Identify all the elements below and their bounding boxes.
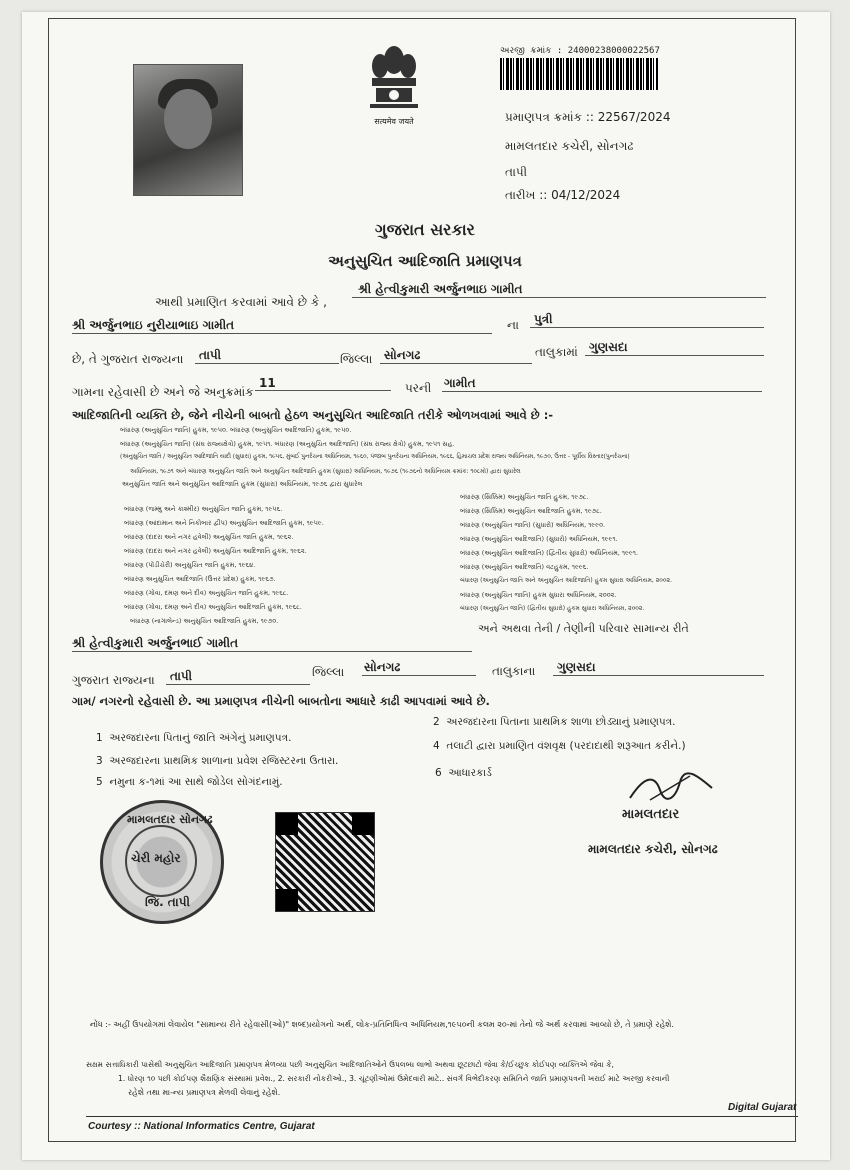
tribe-statement: આદિજાતિની વ્યક્તિ છે, જેને નીચેની બાબતો હેઠળ અનુસુચિત આદિજાતિ તરીકે ઓળખવામાં આવે છે :- <box>72 408 554 422</box>
notice-line: બંધારણ (અનુસુચિત જાતિ) હુકમ, ૧૯૫૦. બંધારણ (અનુસુચિત આદિજાતિ) હુકમ, ૧૯૫૦. <box>120 426 352 434</box>
serial-number: 11 <box>255 376 391 391</box>
document-item: 6 આધારકાર્ડ <box>435 767 492 779</box>
order-right: બંધારણ (સિક્કિમ) અનુસુચિત જાતિ હુકમ, ૧૯૭૮. <box>460 493 589 501</box>
notice-line: અનુસુચિત જાતિ અને અનુસુચિત આદિજાતિ હુકમ (સુધારા) અધિનિયમ, ૧૯૭૬ દ્વારા સુધારેલ <box>122 480 363 488</box>
notice-line: બંધારણ (અનુસુચિત જાતિ) (સંઘ રાજ્યક્ષેત્રો) હુકમ, ૧૯૫૧. બંધારણ (અનુસુચિત આદિજાતિ) (સંઘ રાજ્ય ક્ષેત્રો) હુકમ, ૧૯૫૧ સહ. <box>120 440 455 448</box>
district-label: જિલ્લા <box>340 352 373 366</box>
state-prefix: છે, તે ગુજરાત રાજ્યના <box>72 352 184 366</box>
signatory-office: મામલતદાર કચેરી, સોનગઢ <box>588 842 718 856</box>
village-prefix: ગામના રહેવાસી છે અને જે અનુક્રમાંક <box>72 385 254 399</box>
signatory-title: મામલતદાર <box>622 807 680 822</box>
footer-brand: Digital Gujarat <box>728 1102 797 1113</box>
order-right: બંધારણ (અનુસુચિત જાતિ અને અનુસુચિત આદિજાતિ) હુકમ સુધારા અધિનિયમ, ૨૦૦૨. <box>460 577 672 584</box>
issuing-office: મામલતદાર કચેરી, સોનગઢ <box>505 139 634 153</box>
order-right: બંધારણ (સિક્કિમ) અનુસુચિત આદિજાતિ હુકમ, ૧૯૭૮. <box>460 507 602 515</box>
notice-line: અધિનિયમ, ૧૯૭૧ અને બંધારણ અનુસુચિત જાતિ અને અનુસુચિત આદિજાતિ હુકમ (સુધારા) અધિનિયમ, ૧૯૭૬ (૧૯૭૬નો અધિનિયમ ક્રમાંક: ૧૦૮મો) દ્વારા સુધારેલ <box>130 468 521 475</box>
office-seal: મામલતદાર સોનગઢ ચેરી મહોર જિ. તાપી <box>100 800 224 924</box>
application-number: અરજી ક્રમાંક : 24000238000022567 <box>500 46 660 56</box>
taluka2-label: તાલુકાના <box>492 664 536 678</box>
emblem-motto: सत्यमेव जयते <box>374 117 414 126</box>
order-right: બંધારણ (અનુસુચિત જાતિ) (દ્વિતીય સુધારો) હુકમ સુધારા અધિનિયમ, ૨૦૦૨. <box>460 605 645 612</box>
notice-line: (અનુસુચિત જાતિ / અનુસુચિત આદિજાતિ યાદી (સુધારા) હુકમ, ૧૯૫૬, મુંબઈ પુનર્રચના અધિનિયમ, ૧૯૬૦, પંજાબ પુનર્રચના અધિનિયમ, ૧૯૬૬, હિમાચલ પ્રદેશ રાજ્ય અધિનિયમ, ૧૯૭૦, ઉત્તર - પૂર્વીય વિસ્તાર(પુનર્રચના) <box>120 454 630 460</box>
holder-name: શ્રી હેત્વીકુમારી અર્જુનભાઇ ગામીત <box>352 282 766 298</box>
relation-prefix: ના <box>507 318 519 332</box>
document-item: 5 નમુના ક-૧માં આ સાથે જોડેલ સોગંદનામું. <box>96 776 283 788</box>
note-line: સક્ષમ સત્તાધિકારી પાસેથી અનુસુચિત આદિજાતિ પ્રમાણપત્ર મેળવ્યા પછી અનુસુચિત આદિજાતિઓને ઉપલબ્ધ લાભો અથવા છૂટછાટો જેવા કે/ઈચ્છુક કોઈપણ વ્યક્તિએ જેવા કે, <box>86 1060 614 1069</box>
document-item: 2 અરજદારના પિતાના પ્રાથમિક શાળા છોડ્યાનું પ્રમાણપત્ર. <box>433 716 676 728</box>
district-value: તાપી <box>195 348 339 364</box>
order-left: બંધારણ (ગોવા, દમણ અને દીવ) અનુસુચિત જાતિ હુકમ, ૧૯૬૮. <box>124 589 289 597</box>
district3-value: તાપી <box>166 669 310 685</box>
document-item: 4 તલાટી દ્વારા પ્રમાણિત વંશવૃક્ષ (પરદાદાથી શરૂઆત કરીને.) <box>433 740 686 752</box>
footer-courtesy: Courtesy :: National Informatics Centre, Gujarat <box>88 1121 315 1132</box>
district3-label: જિલ્લા <box>312 665 345 679</box>
basis-statement: ગામ/ નગરનો રહેવાસી છે. આ પ્રમાણપત્ર નીચેની બાબતોના આધારે કાઢી આપવામાં આવે છે. <box>72 694 490 708</box>
order-right: બંધારણ (અનુસુચિત આદિજાતિ) (સુધારો) અધિનિયમ, ૧૯૯૧. <box>460 535 618 543</box>
order-right: બંધારણ (અનુસુચિત જાતિ) (સુધારો) અધિનિયમ, ૧૯૯૦. <box>460 521 606 529</box>
order-left: બંધારણ (ગોવા, દમણ અને દીવ) અનુસુચિત આદિજાતિ હુકમ, ૧૯૬૮. <box>124 603 302 611</box>
order-left: બંધારણ (આંદામાન અને નિકોબાર દ્વીપ) અનુસુચિત આદિજાતિ હુકમ, ૧૯૫૯. <box>124 519 324 527</box>
note-line: નોંધ :- અહીં ઉપયોગમાં લેવાયેલ "સામાન્ય રીતે રહેવાસી(ઓ)" શબ્દપ્રયોગનો અર્થ, લોક-પ્રતિનિધિત્વ અધિનિયમ,૧૯૫૦ની કલમ ૨૦-માં તેનો જે અર્થ કરવામાં આવ્યો છે, તે પ્રમાણે રહેશે. <box>90 1020 674 1029</box>
issue-date: તારીખ :: 04/12/2024 <box>505 188 621 202</box>
signature-mark <box>620 770 720 806</box>
state2-prefix: ગુજરાત રાજ્યના <box>72 673 155 687</box>
note-line: 1. ધોરણ ૧૦ પછી કોઈપણ શૈક્ષણિક સંસ્થામાં પ્રવેશ., 2. સરકારી નોકરીઓ., 3. ચૂંટણીઓમાં ઉમેદવારી માટે.. સંવર્ગ વિભેદીકરણ સમિતિને જાતિ પ્રમાણપત્રની ખરાઈ માટે અરજી કરવાની <box>118 1074 670 1083</box>
note-line: રહેશે તથા મા-ન્ય પ્રમાણપત્ર મેળવી લેવાનું રહેશે. <box>128 1088 281 1097</box>
barcode <box>500 58 658 90</box>
document-item: 3 અરજદારના પ્રાથમિક શાળાના પ્રવેશ રજિસ્ટરના ઉતારા. <box>96 755 339 767</box>
relation: પુત્રી <box>530 312 764 328</box>
order-left: બંધારણ અનુસુચિત આદિજાતિ (ઉત્તર પ્રદેશ) હુકમ, ૧૯૬૭. <box>124 575 276 583</box>
district4-value: સોનગઢ <box>362 660 476 676</box>
footer-divider <box>86 1116 798 1117</box>
government-title: ગુજરાત સરકાર <box>375 220 475 239</box>
taluka-label: તાલુકામાં <box>535 345 578 359</box>
qr-code <box>275 812 375 912</box>
certification-intro: આથી પ્રમાણિત કરવામાં આવે છે કે , <box>155 295 327 309</box>
order-right: બંધારણ (અનુસુચિત આદિજાતિ) (દ્વિતીય સુધારો) અધિનિયમ, ૧૯૯૧. <box>460 549 639 557</box>
certificate-title: અનુસુચિત આદિજાતિ પ્રમાણપત્ર <box>328 252 522 270</box>
father-name: શ્રી અર્જુનભાઇ નુરીયાભાઇ ગામીત <box>72 318 492 334</box>
order-right: બંધારણ (અનુસુચિત આદિજાતિ) વટહુકમ, ૧૯૯૬. <box>460 563 589 571</box>
order-left: બંધારણ (દાદરા અને નગર હવેલી) અનુસુચિત આદિજાતિ હુકમ, ૧૯૬૨. <box>124 547 307 555</box>
taluka-value: ગુણસદા <box>585 340 764 356</box>
certificate-number: પ્રમાણપત્ર ક્રમાંક :: 22567/2024 <box>505 110 671 124</box>
order-left: બંધારણ (પોંડીચેરી) અનુસુચિત જાતિ હુકમ, ૧૯૬૪. <box>124 561 256 569</box>
order-left: બંધારણ (નાગાલેન્ડ) અનુસુચિત આદિજાતિ હુકમ, ૧૯૭૦. <box>130 617 279 625</box>
order-left: બંધારણ (દાદરા અને નગર હવેલી) અનુસુચિત જાતિ હુકમ, ૧૯૬૨. <box>124 533 294 541</box>
family-statement: અને અથવા તેની / તેણીની પરિવાર સામાન્ય રીતે <box>478 622 689 635</box>
tribe-name: ગામીત <box>442 376 762 392</box>
issuing-district: તાપી <box>505 165 528 179</box>
applicant-photo <box>133 64 243 196</box>
order-left: બંધારણ (જમ્મુ અને કાશ્મીર) અનુસુચિત જાતિ હુકમ, ૧૯૫૬. <box>124 505 283 513</box>
holder-name-repeat: શ્રી હેત્વીકુમારી અર્જુનભાઈ ગામીત <box>72 636 472 652</box>
document-item: 1 અરજદારના પિતાનું જાતિ અંગેનું પ્રમાણપત્ર. <box>96 732 292 744</box>
order-right: બંધારણ (અનુસુચિત જાતિ) હુકમ સુધારા અધિનિયમ, ૨૦૦૨. <box>460 591 617 599</box>
on-label: પરની <box>405 381 432 395</box>
taluka2-value: ગુણસદા <box>553 660 764 676</box>
district2-value: સોનગઢ <box>380 348 532 364</box>
